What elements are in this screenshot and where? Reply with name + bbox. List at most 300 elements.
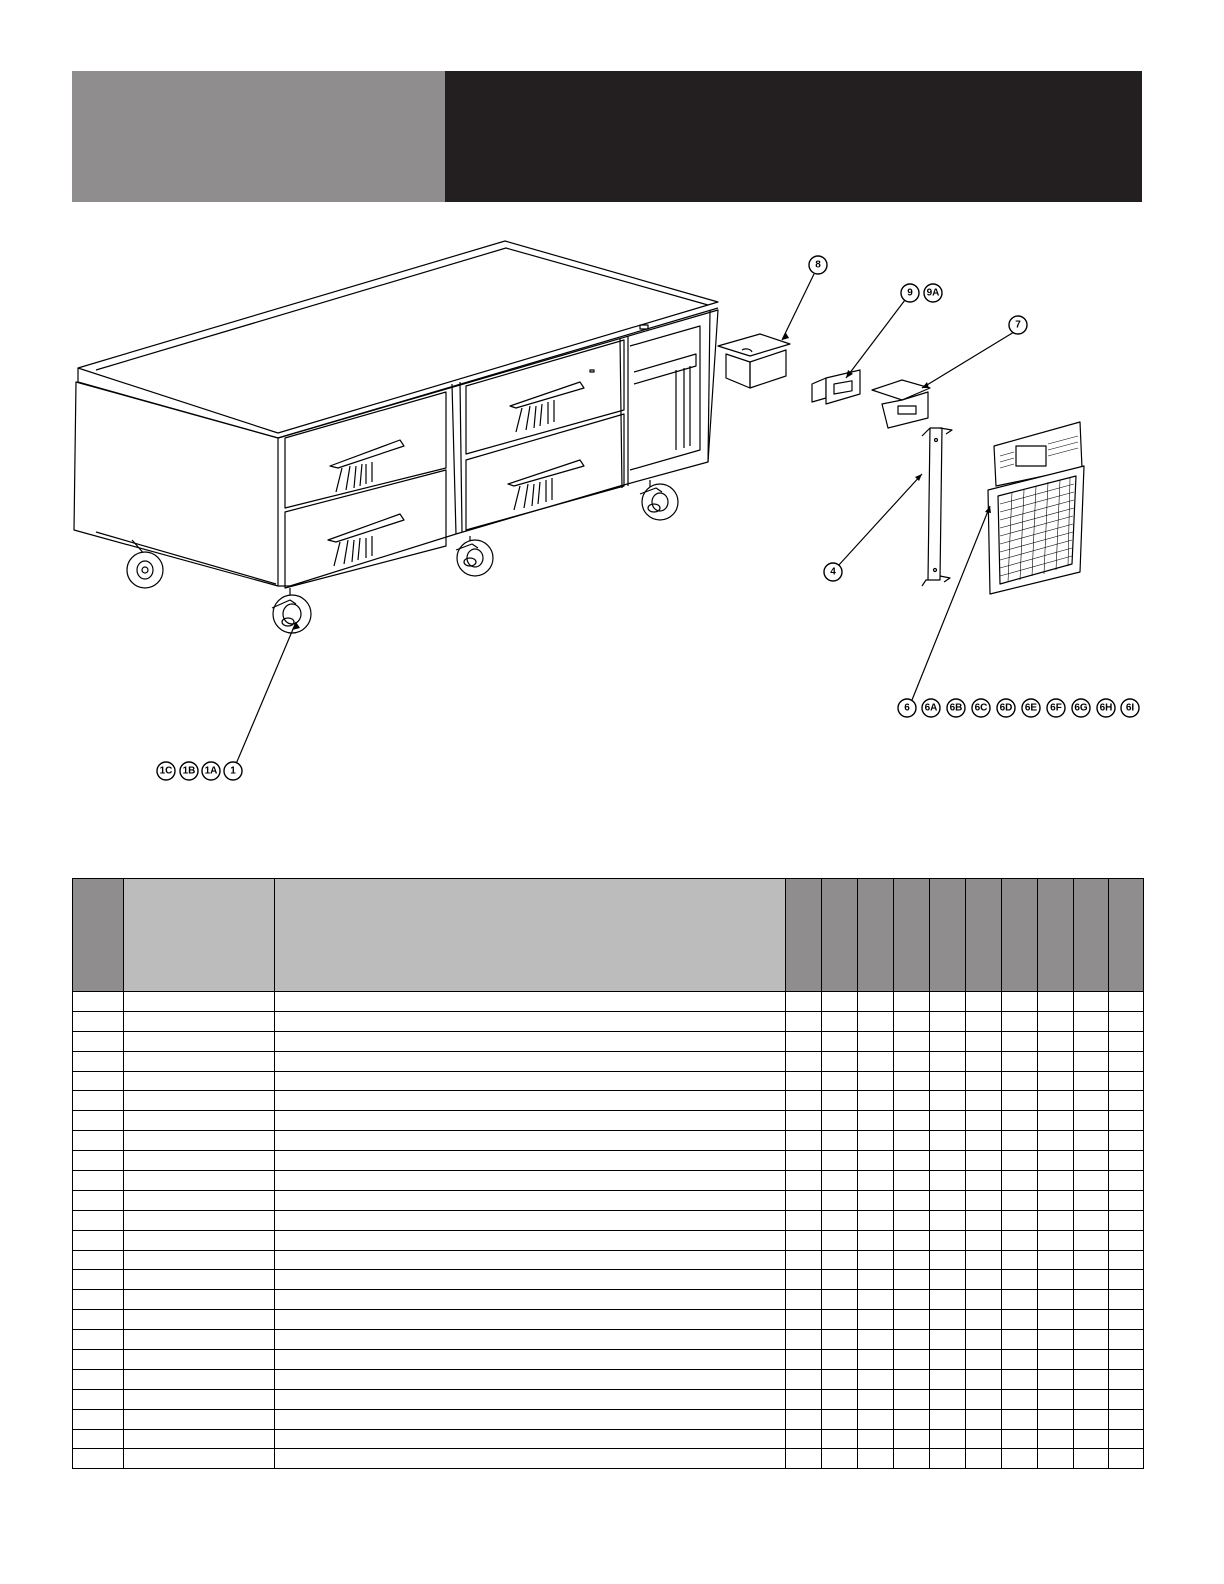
table-cell [930, 1310, 966, 1330]
svg-text:9A: 9A [926, 287, 940, 299]
callout-7 [1009, 316, 1027, 334]
table-cell [1109, 1190, 1144, 1210]
table-cell [966, 1290, 1002, 1310]
callout-1 [224, 762, 242, 780]
table-cell [124, 1011, 275, 1031]
table-cell [124, 1131, 275, 1151]
exploded-view-drawing [0, 210, 1224, 850]
parts-table-header [73, 879, 1144, 992]
table-cell [786, 1131, 822, 1151]
table-cell [1109, 1310, 1144, 1330]
table-cell [124, 1270, 275, 1290]
table-cell [124, 1310, 275, 1330]
table-row [73, 1290, 1144, 1310]
table-cell [858, 1409, 894, 1429]
table-cell [73, 1409, 124, 1429]
table-cell [275, 1290, 786, 1310]
table-cell [858, 1031, 894, 1051]
table-cell [858, 1250, 894, 1270]
table-cell [822, 1389, 858, 1409]
table-cell [1002, 1270, 1038, 1290]
table-cell [73, 1389, 124, 1409]
svg-text:8: 8 [815, 259, 821, 271]
table-cell [1038, 1409, 1074, 1429]
table-row [73, 1330, 1144, 1350]
table-cell [894, 1210, 930, 1230]
table-cell [275, 1409, 786, 1429]
table-cell [73, 1330, 124, 1350]
table-cell [786, 992, 822, 1012]
table-cell [1109, 1131, 1144, 1151]
callout-9A [924, 284, 942, 302]
table-cell [1038, 1429, 1074, 1449]
table-cell [73, 1051, 124, 1071]
table-cell [894, 1350, 930, 1370]
table-cell [73, 1171, 124, 1191]
table-cell [1109, 1409, 1144, 1429]
table-cell [1109, 1151, 1144, 1171]
callout-6H [1097, 699, 1115, 717]
table-cell [275, 1350, 786, 1370]
svg-text:6C: 6C [974, 702, 988, 714]
table-cell [1074, 1011, 1109, 1031]
table-cell [930, 1350, 966, 1370]
table-cell [1074, 1429, 1109, 1449]
table-cell [73, 1290, 124, 1310]
table-cell [786, 1290, 822, 1310]
caster-rear-left [127, 552, 163, 588]
table-cell [786, 1330, 822, 1350]
table-cell [930, 1031, 966, 1051]
table-cell [786, 1071, 822, 1091]
table-cell [966, 1210, 1002, 1230]
table-row [73, 1051, 1144, 1071]
col-description [275, 879, 786, 992]
table-cell [1002, 1091, 1038, 1111]
table-cell [822, 1131, 858, 1151]
svg-text:6B: 6B [949, 702, 963, 714]
table-cell [966, 1310, 1002, 1330]
table-cell [786, 1210, 822, 1230]
table-cell [1109, 1369, 1144, 1389]
table-cell [1038, 1210, 1074, 1230]
table-cell [275, 1270, 786, 1290]
header-black-block [445, 71, 1142, 202]
callout-6I [1121, 699, 1139, 717]
table-cell [930, 1270, 966, 1290]
table-cell [1038, 1350, 1074, 1370]
table-cell [1002, 1449, 1038, 1469]
table-cell [1002, 1171, 1038, 1191]
parts-table-body [73, 992, 1144, 1469]
table-cell [858, 992, 894, 1012]
table-cell [275, 1230, 786, 1250]
table-cell [930, 1131, 966, 1151]
table-cell [73, 1031, 124, 1051]
table-cell [1074, 1409, 1109, 1429]
table-cell [966, 1389, 1002, 1409]
table-cell [858, 1369, 894, 1389]
callout-6D [997, 699, 1015, 717]
table-cell [73, 1250, 124, 1270]
table-cell [124, 1350, 275, 1370]
svg-text:6H: 6H [1099, 702, 1113, 714]
table-cell [786, 1429, 822, 1449]
table-cell [822, 1091, 858, 1111]
table-cell [1074, 1051, 1109, 1071]
table-cell [966, 1429, 1002, 1449]
table-cell [1074, 1091, 1109, 1111]
table-cell [894, 1091, 930, 1111]
table-cell [966, 1190, 1002, 1210]
table-cell [124, 1250, 275, 1270]
table-cell [1074, 1250, 1109, 1270]
table-cell [894, 992, 930, 1012]
table-row [73, 1409, 1144, 1429]
table-cell [1002, 1250, 1038, 1270]
part-9-controller [812, 370, 860, 404]
table-cell [1038, 1449, 1074, 1469]
table-cell [1038, 1270, 1074, 1290]
table-cell [822, 1409, 858, 1429]
table-cell [966, 1111, 1002, 1131]
table-cell [786, 1031, 822, 1051]
svg-text:1C: 1C [159, 765, 173, 777]
table-cell [822, 992, 858, 1012]
table-cell [124, 992, 275, 1012]
table-row [73, 1270, 1144, 1290]
table-cell [858, 1429, 894, 1449]
table-cell [930, 1389, 966, 1409]
table-cell [124, 1111, 275, 1131]
table-cell [894, 1290, 930, 1310]
table-cell [966, 1051, 1002, 1071]
table-cell [1109, 1111, 1144, 1131]
svg-text:6F: 6F [1050, 702, 1062, 714]
table-cell [1109, 1330, 1144, 1350]
table-cell [966, 1031, 1002, 1051]
part-8-bracket [718, 334, 790, 388]
callout-6F [1047, 699, 1065, 717]
table-cell [966, 1369, 1002, 1389]
table-row [73, 1250, 1144, 1270]
table-cell [858, 1151, 894, 1171]
table-cell [822, 1051, 858, 1071]
table-cell [1002, 1290, 1038, 1310]
table-row [73, 1230, 1144, 1250]
table-cell [858, 1171, 894, 1191]
table-cell [822, 1111, 858, 1131]
table-cell [786, 1350, 822, 1370]
callout-4 [824, 563, 842, 581]
table-cell [1109, 1350, 1144, 1370]
part-4-rail [922, 428, 952, 586]
col-qty-7 [1002, 879, 1038, 992]
table-cell [786, 1369, 822, 1389]
table-row [73, 1389, 1144, 1409]
table-cell [822, 1290, 858, 1310]
callout-6 [898, 699, 916, 717]
table-cell [1002, 1310, 1038, 1330]
parts-table [72, 878, 1144, 1469]
table-cell [966, 1350, 1002, 1370]
table-cell [1074, 1290, 1109, 1310]
col-qty-3 [858, 879, 894, 992]
table-cell [275, 1051, 786, 1071]
table-cell [930, 992, 966, 1012]
table-cell [858, 1011, 894, 1031]
table-cell [786, 1409, 822, 1429]
table-cell [124, 1051, 275, 1071]
table-cell [275, 1190, 786, 1210]
svg-text:6: 6 [904, 702, 910, 714]
table-cell [1109, 1011, 1144, 1031]
table-cell [1038, 1011, 1074, 1031]
table-cell [1038, 1230, 1074, 1250]
table-cell [1074, 1230, 1109, 1250]
callout-1A [202, 762, 220, 780]
table-cell [930, 1091, 966, 1111]
table-cell [858, 1389, 894, 1409]
table-cell [73, 1091, 124, 1111]
svg-text:1: 1 [230, 765, 236, 777]
table-cell [1002, 1131, 1038, 1151]
table-cell [966, 1270, 1002, 1290]
table-cell [73, 1369, 124, 1389]
table-cell [275, 1449, 786, 1469]
table-cell [1002, 1230, 1038, 1250]
table-cell [966, 1250, 1002, 1270]
table-cell [894, 1011, 930, 1031]
table-cell [275, 1111, 786, 1131]
table-cell [73, 1449, 124, 1469]
table-cell [966, 1151, 1002, 1171]
table-cell [124, 1409, 275, 1429]
table-cell [1109, 1270, 1144, 1290]
table-cell [124, 1171, 275, 1191]
callout-6C [972, 699, 990, 717]
table-row [73, 1031, 1144, 1051]
table-cell [1038, 1330, 1074, 1350]
table-cell [275, 1011, 786, 1031]
table-cell [966, 1230, 1002, 1250]
svg-text:6A: 6A [924, 702, 938, 714]
table-cell [930, 1071, 966, 1091]
table-cell [275, 1369, 786, 1389]
col-qty-6 [966, 879, 1002, 992]
svg-text:1A: 1A [204, 765, 218, 777]
table-cell [1038, 1031, 1074, 1051]
table-cell [1002, 1071, 1038, 1091]
table-cell [786, 1051, 822, 1071]
table-cell [894, 1389, 930, 1409]
table-row [73, 1429, 1144, 1449]
table-cell [1038, 1071, 1074, 1091]
svg-text:4: 4 [830, 566, 836, 578]
callout-9 [901, 284, 919, 302]
table-cell [858, 1051, 894, 1071]
table-cell [1074, 1270, 1109, 1290]
table-cell [275, 1091, 786, 1111]
table-cell [786, 1270, 822, 1290]
table-cell [858, 1350, 894, 1370]
table-cell [822, 1369, 858, 1389]
table-cell [894, 1051, 930, 1071]
col-qty-9 [1074, 879, 1109, 992]
table-cell [822, 1250, 858, 1270]
svg-text:1B: 1B [182, 765, 196, 777]
table-cell [1074, 1190, 1109, 1210]
table-cell [275, 992, 786, 1012]
table-cell [1074, 1171, 1109, 1191]
callout-1C [157, 762, 175, 780]
table-cell [822, 1171, 858, 1191]
table-cell [275, 1429, 786, 1449]
header-gray-block [72, 71, 445, 202]
table-row [73, 1071, 1144, 1091]
table-cell [894, 1429, 930, 1449]
table-cell [73, 1151, 124, 1171]
table-cell [1074, 992, 1109, 1012]
table-cell [894, 1310, 930, 1330]
col-item [73, 879, 124, 992]
table-cell [1038, 1151, 1074, 1171]
table-cell [930, 1250, 966, 1270]
table-cell [1002, 1011, 1038, 1031]
table-cell [275, 1389, 786, 1409]
col-qty-10 [1109, 879, 1144, 992]
table-cell [73, 1131, 124, 1151]
svg-text:9: 9 [907, 287, 913, 299]
table-cell [275, 1310, 786, 1330]
table-cell [124, 1429, 275, 1449]
table-cell [786, 1190, 822, 1210]
table-cell [1038, 1111, 1074, 1131]
table-cell [894, 1190, 930, 1210]
table-cell [894, 1330, 930, 1350]
table-cell [1074, 1131, 1109, 1151]
table-row [73, 1210, 1144, 1230]
table-cell [966, 1409, 1002, 1429]
table-cell [1109, 1250, 1144, 1270]
table-cell [1074, 1350, 1109, 1370]
table-cell [1074, 1330, 1109, 1350]
svg-text:6D: 6D [999, 702, 1013, 714]
table-cell [858, 1230, 894, 1250]
table-cell [1074, 1449, 1109, 1469]
table-cell [858, 1290, 894, 1310]
table-cell [930, 1290, 966, 1310]
table-cell [1038, 1369, 1074, 1389]
table-row [73, 1310, 1144, 1330]
table-cell [858, 1449, 894, 1469]
table-cell [966, 1330, 1002, 1350]
table-cell [822, 1031, 858, 1051]
table-cell [1002, 1389, 1038, 1409]
table-cell [1038, 1091, 1074, 1111]
table-cell [1002, 1111, 1038, 1131]
table-cell [275, 1330, 786, 1350]
svg-text:6I: 6I [1125, 702, 1135, 714]
table-row [73, 1111, 1144, 1131]
table-cell [822, 1151, 858, 1171]
table-cell [1038, 1051, 1074, 1071]
table-cell [786, 1111, 822, 1131]
table-cell [966, 1011, 1002, 1031]
table-cell [275, 1031, 786, 1051]
table-row [73, 1350, 1144, 1370]
table-cell [894, 1449, 930, 1469]
table-cell [1109, 1031, 1144, 1051]
table-cell [894, 1250, 930, 1270]
caster-front-right [642, 484, 678, 520]
table-cell [930, 1449, 966, 1469]
table-cell [124, 1210, 275, 1230]
table-cell [786, 1151, 822, 1171]
table-cell [858, 1190, 894, 1210]
table-cell [124, 1330, 275, 1350]
table-cell [1074, 1389, 1109, 1409]
table-cell [858, 1111, 894, 1131]
table-cell [124, 1369, 275, 1389]
table-cell [786, 1250, 822, 1270]
table-cell [73, 992, 124, 1012]
table-cell [822, 1310, 858, 1330]
table-cell [1038, 992, 1074, 1012]
table-cell [1109, 1389, 1144, 1409]
callout-6A [922, 699, 940, 717]
table-cell [1002, 1409, 1038, 1429]
table-cell [822, 1449, 858, 1469]
table-cell [930, 1051, 966, 1071]
table-cell [930, 1210, 966, 1230]
table-cell [930, 1190, 966, 1210]
table-cell [1038, 1290, 1074, 1310]
table-cell [1109, 1230, 1144, 1250]
table-cell [1002, 1190, 1038, 1210]
table-cell [822, 1071, 858, 1091]
table-cell [1038, 1171, 1074, 1191]
table-cell [73, 1270, 124, 1290]
table-cell [894, 1369, 930, 1389]
table-cell [1002, 1350, 1038, 1370]
table-cell [124, 1290, 275, 1310]
table-cell [73, 1111, 124, 1131]
part-7-cover [872, 380, 930, 428]
callout-6G [1072, 699, 1090, 717]
table-cell [1074, 1071, 1109, 1091]
callout-6B [947, 699, 965, 717]
table-cell [1109, 1071, 1144, 1091]
table-cell [1002, 1031, 1038, 1051]
table-cell [1002, 1369, 1038, 1389]
table-cell [1002, 1210, 1038, 1230]
table-cell [1109, 992, 1144, 1012]
table-cell [73, 1429, 124, 1449]
table-row [73, 1091, 1144, 1111]
table-cell [930, 1330, 966, 1350]
table-cell [822, 1350, 858, 1370]
table-cell [275, 1151, 786, 1171]
table-cell [275, 1250, 786, 1270]
table-cell [1074, 1151, 1109, 1171]
table-cell [894, 1409, 930, 1429]
table-cell [1074, 1031, 1109, 1051]
table-cell [1002, 1429, 1038, 1449]
table-cell [275, 1131, 786, 1151]
table-cell [858, 1071, 894, 1091]
table-cell [786, 1230, 822, 1250]
